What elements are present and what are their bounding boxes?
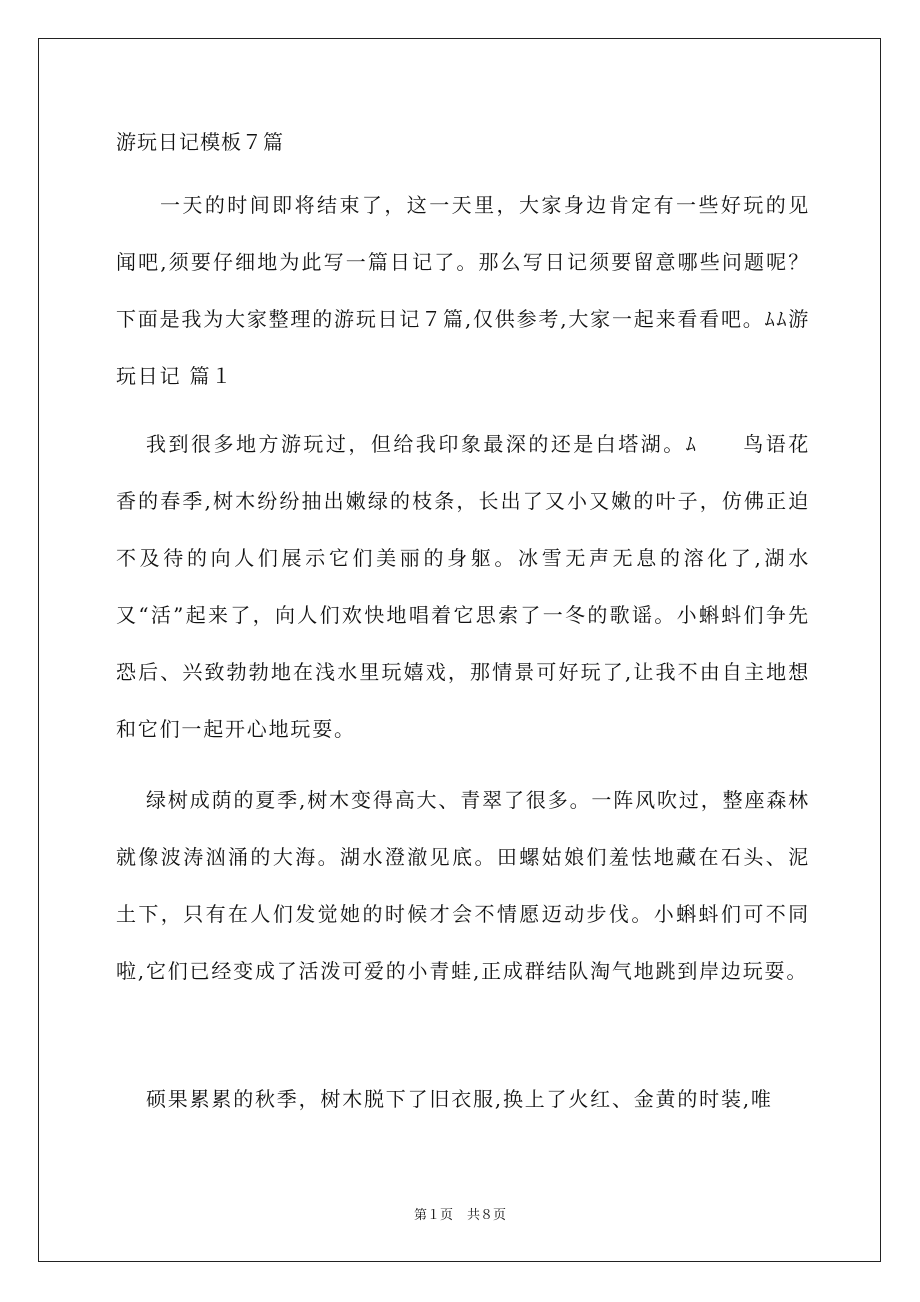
page-footer xyxy=(0,1207,920,1225)
intro-paragraph: 一天的时间即将结束了，这一天里，大家身边肯定有一些好玩的见闻吧,须要仔细地为此写一篇日记了。那么写日记须要留意哪些问题呢？下面是我为大家整理的游玩日记７篇,仅供参考,大家一起来看看吧。ﾑﾑ游玩日记 篇１ xyxy=(116,193,810,388)
spring-paragraph: 我到很多地方游玩过，但给我印象最深的还是白塔湖。ﾑ 鸟语花香的春季,树木纷纷抽出嫩绿的枝条，长出了又小又嫩的叶子，仿佛正迫不及待的向人们展示它们美丽的身躯。冰雪无声无息的溶化了,湖水又“活”起来了，向人们欢快地唱着它思索了一冬的歌谣。小蝌蚪们争先恐后、兴致勃勃地在浅水里玩嬉戏，那情景可好玩了,让我不由自主地想和它们一起开心地玩耍。 xyxy=(116,432,810,741)
page-number: 第１页 xyxy=(413,1208,453,1223)
summer-paragraph: 绿树成荫的夏季,树木变得高大、青翠了很多。一阵风吹过，整座森林就像波涛汹涌的大海。湖水澄澈见底。田螺姑娘们羞怯地藏在石头、泥土下，只有在人们发觉她的时候才会不情愿迈动步伐。小蝌蚪们可不同啦,它们已经变成了活泼可爱的小青蛙,正成群结队淘气地跳到岸边玩耍。 xyxy=(116,788,810,983)
document-title: 游玩日记模板７篇 xyxy=(116,130,284,154)
autumn-paragraph: 硕果累累的秋季，树木脱下了旧衣服,换上了火红、金黄的时装,唯 xyxy=(146,1087,773,1111)
page-total: 共８页 xyxy=(467,1208,507,1223)
